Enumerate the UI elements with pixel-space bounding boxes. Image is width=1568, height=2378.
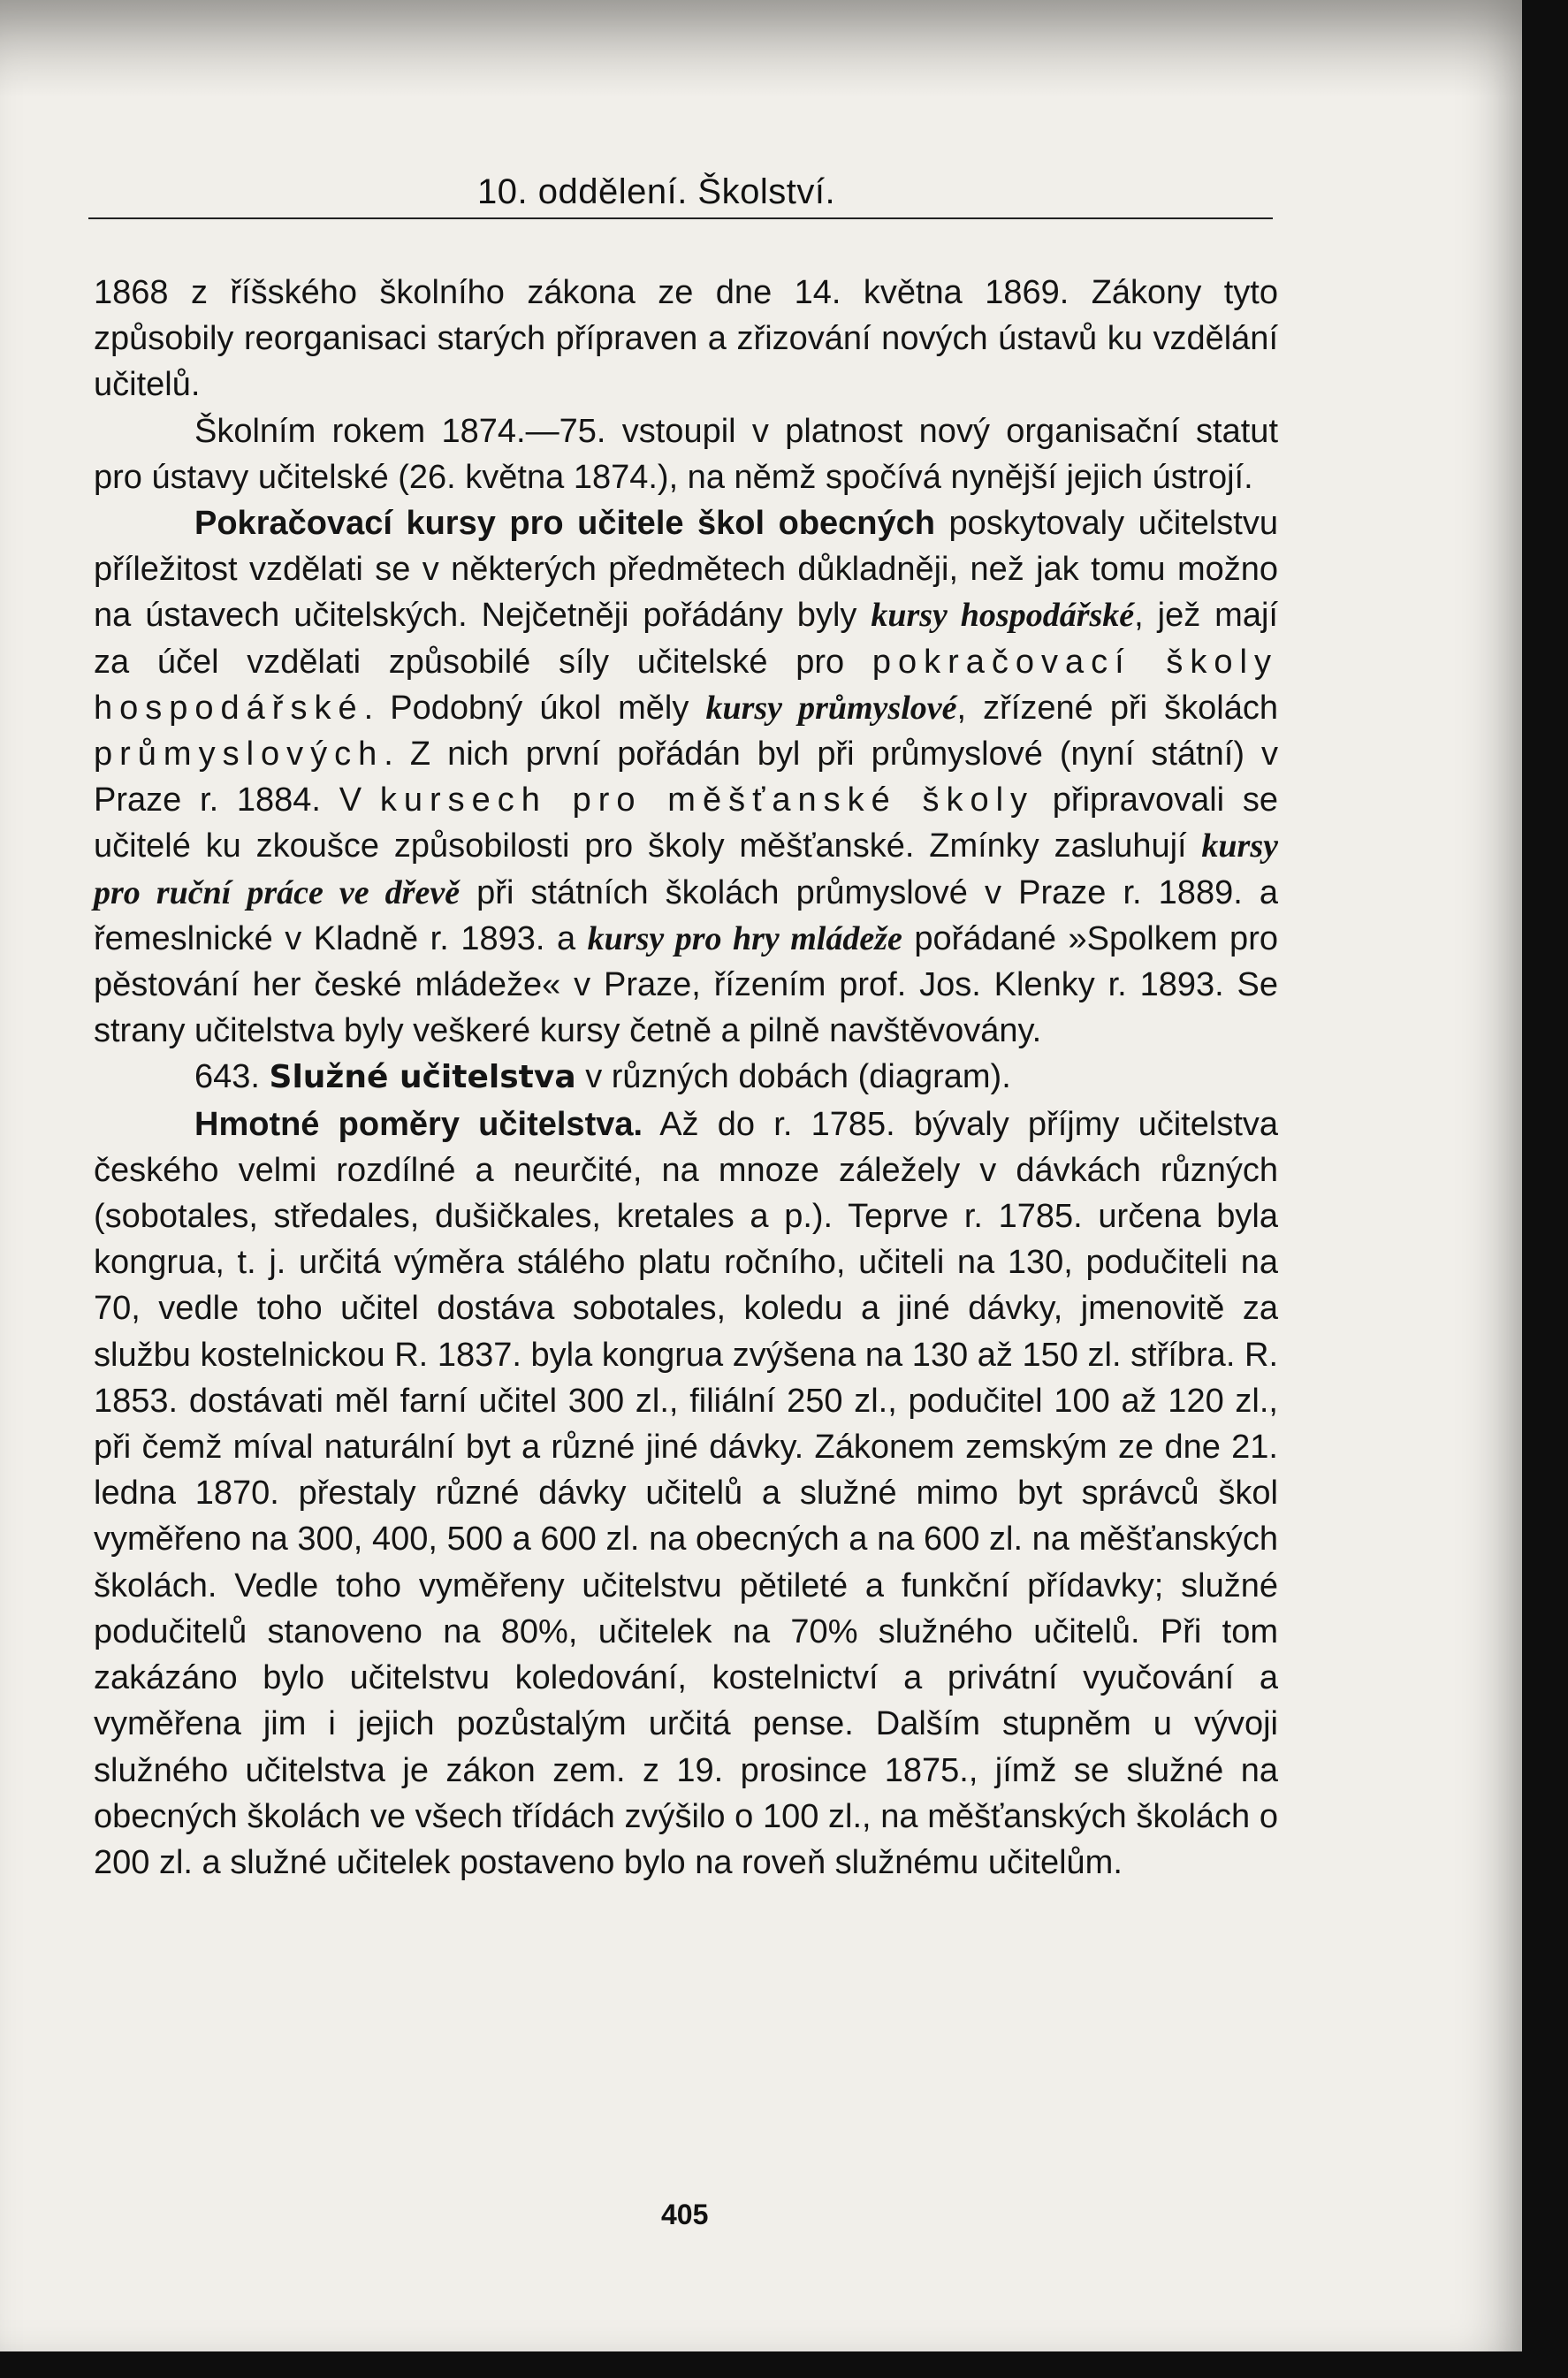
text-run: při státních školách průmyslové v Praze r. 1889. a řemeslnické v Kladně r. 1893. a: [94, 873, 1278, 957]
header-rule: [88, 217, 1273, 219]
section-heading-643: [94, 1054, 1278, 1101]
text-run: pořádané »Spolkem pro pěstování her české mládeže« v Praze, řízením prof. Jos. Klenky r. 1893. Se strany učitelstva byly veškeré kursy četně a pilně navštěvovány.: [94, 919, 1278, 1050]
text-run: . Podobný úkol měly: [363, 689, 706, 727]
text-run: Až do r. 1785. bývaly příjmy učitelstva českého velmi rozdílné a neurčité, na mnoze záležely v dávkách různých (sobotales, středales, dušičkales, kretales a p.). Teprve r. 1785. určena byla kongrua, t. j. určitá výměra stálého platu ročního, učiteli na 130, podučiteli na 70, vedle toho učitel dostáva sobotales, koledu a jiné dávky, jmenovitě za službu kostelnickou R. 1837. byla kongrua zvýšena na 130 až 150 zl. stříbra. R. 1853. dostávati měl farní učitel 300 zl., filiální 250 zl., podučitel 100 až 120 zl., při čemž míval naturální byt a různé jiné dávky. Zákonem zemským ze dne 21. ledna 1870. přestaly různé dávky učitelů a služné mimo byt správců škol vyměřeno na 300, 400, 500 a 600 zl. na obecných a na 600 zl. na měšťanských školách. Vedle toho vyměřeny učitelstvu pětileté a funkční přídavky; služné podučitelů stanoveno na 80%, učitelek na 70% služného učitelů. Při tom zakázáno bylo učitelstvu koledování, kostelnictví a privátní vyučování a vyměřena jim i jejich pozůstalým určitá pense. Dalším stupněm u vývoji služného učitelstva je zákon zem. z 19. prosince 1875., jímž se služné na obecných školách ve všech třídách zvýšilo o 100 zl., na měšťanských školách o 200 zl. a služné učitelek postaveno bylo na roveň služnému učitelům.: [94, 1105, 1279, 1881]
paragraph-kursy: [94, 500, 1278, 1054]
italic-term: kursy průmyslové: [705, 689, 957, 727]
spaced-term: průmyslových: [94, 736, 384, 774]
running-header: 10. oddělení. Školství.: [477, 172, 836, 211]
paragraph-lead: Pokračovací kursy pro učitele škol obecných: [194, 505, 935, 543]
page-number: 405: [661, 2199, 709, 2230]
section-subtitle: v různých dobách (diagram).: [575, 1058, 1011, 1096]
paragraph-hmotne-pomery: [94, 1101, 1278, 1886]
spaced-term: pokračovací školy hospodářské: [94, 643, 1278, 727]
italic-term: kursy pro hry mládeže: [587, 919, 902, 957]
text-run: , jež mají za účel vzdělati způsobilé síly učitelské pro: [94, 597, 1278, 681]
page-body: [94, 270, 1278, 1886]
section-number: 643.: [194, 1058, 270, 1096]
section-title: Služné učitelstva: [269, 1059, 576, 1096]
paragraph-lead: Hmotné poměry učitelstva.: [194, 1105, 643, 1143]
text-run: . Z nich první pořádán byl při průmyslové (nyní státní) v Praze r. 1884. V: [94, 736, 1278, 819]
text-run: poskytovaly učitelstvu příležitost vzdělati se v některých předmětech důkladněji, než jak tomu možno na ústavech učitelských. Nejčetněji pořádány byly: [94, 505, 1278, 635]
text-run: připravovali se učitelé ku zkoušce způsobilosti pro školy měšťanské. Zmínky zasluhují: [94, 781, 1278, 865]
italic-term: kursy pro ruční práce ve dřevě: [94, 827, 1278, 911]
paragraph-statut: Školním rokem 1874.—75. vstoupil v platnost nový organisační statut pro ústavy učitelské (26. května 1874.), na němž spočívá nynější jejich ústrojí.: [94, 412, 1278, 496]
text-run: , zřízené při školách: [956, 689, 1279, 727]
spaced-term: kursech pro měšťanské školy: [379, 781, 1035, 819]
italic-term: kursy hospodářské: [871, 597, 1135, 635]
paragraph-continuation: 1868 z říšského školního zákona ze dne 14. května 1869. Zákony tyto způsobily reorganisaci starých přípraven a zřizování nových ústavů ku vzdělání učitelů.: [94, 274, 1278, 404]
